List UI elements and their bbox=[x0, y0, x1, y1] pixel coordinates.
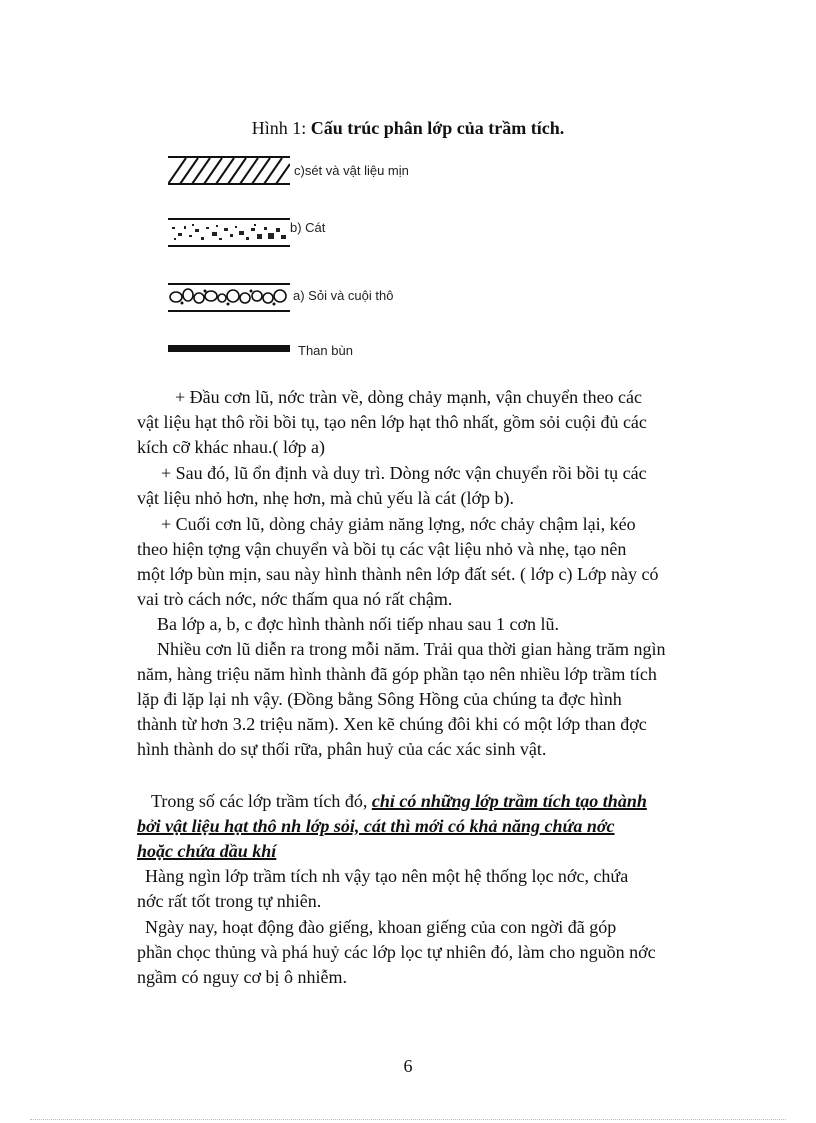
text-line: vật liệu hạt thô rồi bồi tụ, tạo nên lớp hạt thô nhất, gồm sỏi cuội đủ các bbox=[137, 412, 647, 432]
paragraph-flood-start bbox=[137, 385, 727, 460]
paragraph-aquifer bbox=[137, 789, 727, 864]
text-line: + Đầu cơn lũ, nớc tràn về, dòng chảy mạnh, vận chuyển theo các bbox=[175, 387, 643, 407]
text-line: năm, hàng triệu năm hình thành đã góp phần tạo nên nhiều lớp trầm tích bbox=[137, 664, 657, 684]
text-line: kích cỡ khác nhau.( lớp a) bbox=[137, 437, 325, 457]
text-line: Nhiều cơn lũ diễn ra trong mỗi năm. Trải qua thời gian hàng trăm ngìn bbox=[157, 639, 666, 659]
hatch-pattern-icon bbox=[168, 156, 290, 186]
text-line: thành từ hơn 3.2 triệu năm). Xen kẽ chúng đôi khi có một lớp than đợc bbox=[137, 714, 647, 734]
paragraph-flood-end bbox=[137, 512, 727, 612]
legend-clay bbox=[168, 156, 468, 186]
emphasis-text: bởi vật liệu hạt thô nh lớp sỏi, cát thì mới có khả năng chứa nớc bbox=[137, 816, 615, 836]
paragraph-flood-stable bbox=[137, 461, 727, 511]
paragraph-filter bbox=[137, 864, 727, 914]
caption-prefix: Hình 1: bbox=[251, 118, 311, 138]
sand-pattern-icon bbox=[168, 218, 290, 248]
text-line: nớc rất tốt trong tự nhiên. bbox=[137, 891, 322, 911]
legend-label: c)sét và vật liệu mịn bbox=[294, 163, 409, 178]
emphasis-text: hoặc chứa dầu khí bbox=[137, 841, 277, 861]
legend-peat bbox=[168, 342, 468, 372]
text-line: hình thành do sự thối rữa, phân huỷ của các xác sinh vật. bbox=[137, 739, 547, 759]
text-line: ngầm có nguy cơ bị ô nhiễm. bbox=[137, 967, 347, 987]
emphasis-text: chỉ có những lớp trầm tích tạo thành bbox=[371, 791, 647, 811]
paragraph-many-floods bbox=[137, 637, 727, 762]
figure-caption bbox=[0, 118, 816, 139]
legend-label: Than bùn bbox=[298, 343, 353, 358]
legend-label: a) Sỏi và cuội thô bbox=[293, 288, 394, 303]
text-line: vật liệu nhỏ hơn, nhẹ hơn, mà chủ yếu là cát (lớp b). bbox=[137, 488, 514, 508]
paragraph-layers bbox=[137, 612, 727, 637]
caption-title: Cấu trúc phân lớp của trầm tích. bbox=[310, 118, 565, 138]
text-span: Trong số các lớp trầm tích đó, bbox=[151, 791, 372, 811]
text-line: + Sau đó, lũ ổn định và duy trì. Dòng nớc vận chuyển rồi bồi tụ các bbox=[161, 463, 647, 483]
legend-sand bbox=[168, 218, 468, 248]
text-line: phần chọc thủng và phá huỷ các lớp lọc tự nhiên đó, làm cho nguồn nớc bbox=[137, 942, 656, 962]
legend-gravel bbox=[168, 283, 468, 313]
text-line: lặp đi lặp lại nh vậy. (Đồng bằng Sông Hồng của chúng ta đợc hình bbox=[137, 689, 622, 709]
text-line: một lớp bùn mịn, sau này hình thành nên lớp đất sét. ( lớp c) Lớp này có bbox=[137, 564, 659, 584]
text-line: Ngày nay, hoạt động đào giếng, khoan giếng của con ngời đã góp bbox=[145, 917, 617, 937]
gravel-pattern-icon bbox=[168, 283, 290, 313]
text-line: Hàng ngìn lớp trầm tích nh vậy tạo nên một hệ thống lọc nớc, chứa bbox=[145, 866, 629, 886]
text-line: vai trò cách nớc, nớc thấm qua nó rất chậm. bbox=[137, 589, 453, 609]
page-bottom-divider bbox=[30, 1119, 786, 1120]
paragraph-wells bbox=[137, 915, 727, 990]
page-number: 6 bbox=[403, 1056, 413, 1076]
text-line: Ba lớp a, b, c đợc hình thành nối tiếp nhau sau 1 cơn lũ. bbox=[157, 614, 559, 634]
text-line: + Cuối cơn lũ, dòng chảy giảm năng lợng, nớc chảy chậm lại, kéo bbox=[161, 514, 636, 534]
solid-bar-icon bbox=[168, 342, 290, 354]
text-line: theo hiện tợng vận chuyển và bồi tụ các vật liệu nhỏ và nhẹ, tạo nên bbox=[137, 539, 627, 559]
legend-label: b) Cát bbox=[290, 220, 326, 235]
